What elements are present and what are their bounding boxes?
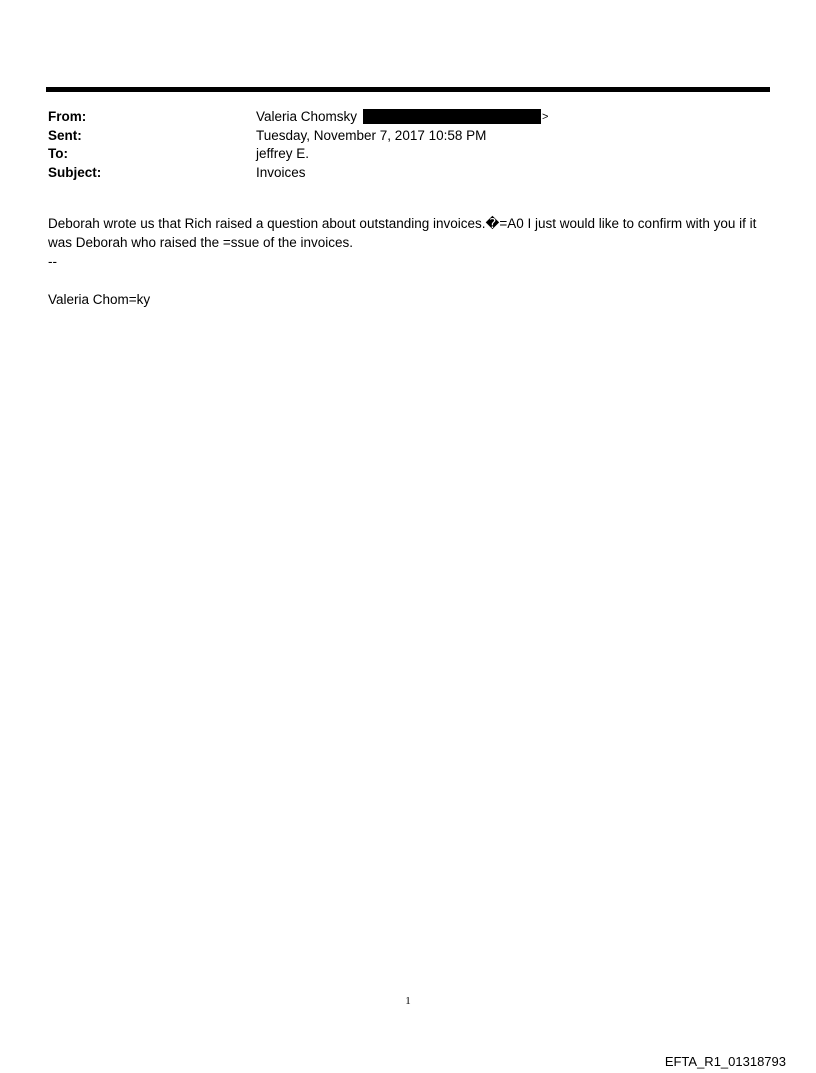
redaction-box — [363, 109, 541, 124]
sent-label: Sent: — [48, 127, 82, 143]
signature-name: Valeria Chom=ky — [48, 291, 151, 307]
header-divider — [46, 87, 770, 92]
page-number: 1 — [405, 995, 411, 1007]
subject-row — [48, 164, 768, 183]
subject-label: Subject: — [48, 164, 102, 180]
from-row — [48, 108, 768, 127]
sender-name: Valeria Chomsky — [256, 109, 358, 124]
signature-separator: -- — [48, 254, 57, 269]
from-label: From: — [48, 109, 87, 124]
sent-row — [48, 127, 768, 146]
from-value — [256, 108, 548, 126]
redaction-tail: > — [542, 111, 549, 123]
email-header — [48, 108, 768, 182]
to-value: jeffrey E. — [256, 146, 310, 161]
body-paragraph: Deborah wrote us that Rich raised a question about outstanding invoices.�=A0 I just would like to confirm with you if it was Deborah who raised the =ssue of the invoices. — [48, 216, 757, 250]
email-body — [48, 215, 772, 309]
sent-value: Tuesday, November 7, 2017 10:58 PM — [256, 127, 487, 143]
to-label: To: — [48, 146, 68, 161]
subject-value: Invoices — [256, 164, 306, 180]
document-id: EFTA_R1_01318793 — [664, 1054, 786, 1069]
to-row — [48, 145, 768, 164]
